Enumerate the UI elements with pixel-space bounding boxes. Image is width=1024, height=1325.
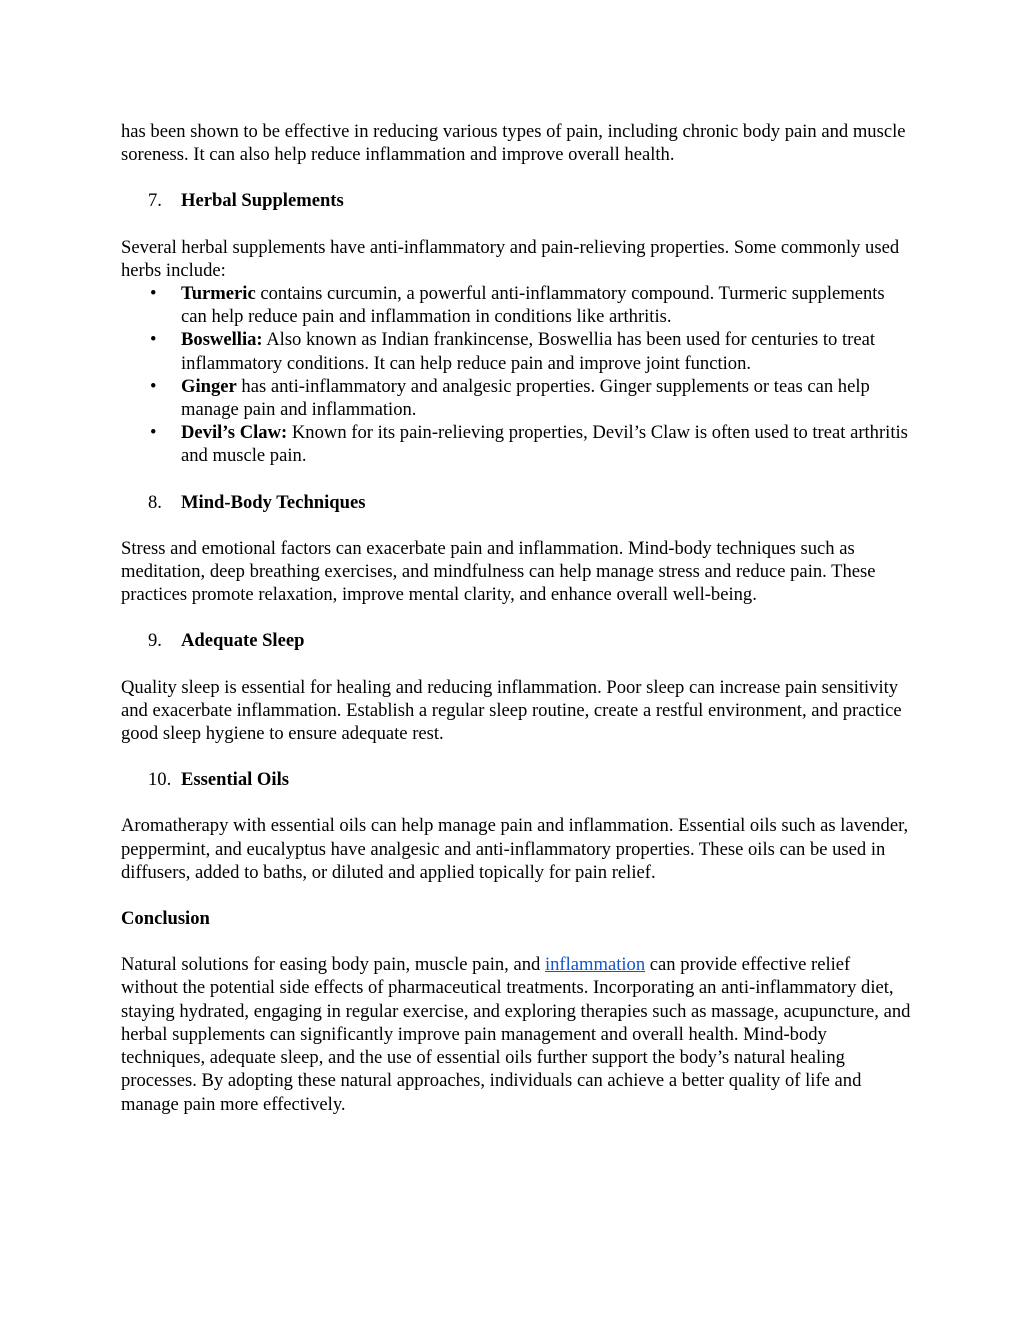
heading-number: 8. xyxy=(148,491,162,513)
bullet-icon: • xyxy=(150,283,157,305)
herb-term: Turmeric xyxy=(181,283,256,305)
herb-term: Devil’s Claw: xyxy=(181,422,288,444)
heading-adequate-sleep xyxy=(121,629,911,652)
conclusion-text-end: can provide effective relief without the potential side effects of pharmaceutical treatments. Incorporating an anti-inflammatory diet, staying hydrated, engaging in regular exercise, and exploring therapies such as massage, acupuncture, and herbal supplements can significantly improve pain management and overall health. Mind-body techniques, adequate sleep, and the use of essential oils further support the body’s natural healing processes. By adopting these natural approaches, individuals can achieve a better quality of life and manage pain more effectively. xyxy=(121,954,911,1115)
bullet-icon: • xyxy=(150,329,157,351)
heading-herbal-supplements xyxy=(121,189,911,212)
heading-title: Adequate Sleep xyxy=(181,630,305,652)
conclusion-heading: Conclusion xyxy=(121,908,210,930)
heading-number: 9. xyxy=(148,630,162,652)
mind-body-paragraph: Stress and emotional factors can exacerbate pain and inflammation. Mind-body techniques such as meditation, deep breathing exercises, and mindfulness can help manage stress and reduce pain. These practices promote relaxation, improve mental clarity, and enhance overall well-being. xyxy=(121,537,876,606)
essential-oils-paragraph: Aromatherapy with essential oils can help manage pain and inflammation. Essential oils such as lavender, peppermint, and eucalyptus have analgesic and anti-inflammatory properties. These oils can be used in diffusers, added to baths, or diluted and applied topically for pain relief. xyxy=(121,815,909,883)
herb-description: Known for its pain-relieving properties, Devil’s Claw is often used to treat arthritis and muscle pain. xyxy=(181,422,908,467)
document-page xyxy=(121,120,911,1116)
herb-term: Boswellia: xyxy=(181,329,263,351)
herb-term: Ginger xyxy=(181,375,237,397)
inflammation-link[interactable]: inflammation xyxy=(544,954,646,976)
list-item xyxy=(121,375,911,421)
bullet-icon: • xyxy=(150,375,157,397)
heading-number: 7. xyxy=(148,190,162,212)
heading-title: Mind-Body Techniques xyxy=(181,491,366,513)
list-item xyxy=(121,328,911,374)
herbs-list xyxy=(121,282,911,468)
herbal-supplements-paragraph: Several herbal supplements have anti-inflammatory and pain-relieving properties. Some commonly used herbs include: xyxy=(121,236,900,281)
conclusion-paragraph xyxy=(121,953,911,1115)
conclusion-text-start: Natural solutions for easing body pain, muscle pain, and xyxy=(121,954,545,976)
heading-title: Herbal Supplements xyxy=(181,190,344,212)
bullet-icon: • xyxy=(150,422,157,444)
herb-description: has anti-inflammatory and analgesic properties. Ginger supplements or teas can help manage pain and inflammation. xyxy=(181,375,870,421)
herb-description: Also known as Indian frankincense, Boswellia has been used for centuries to treat inflammatory conditions. It can help reduce pain and improve joint function. xyxy=(181,329,875,374)
list-item xyxy=(121,421,911,467)
intro-paragraph: has been shown to be effective in reducing various types of pain, including chronic body pain and muscle soreness. It can also help reduce inflammation and improve overall health. xyxy=(121,121,906,166)
heading-essential-oils xyxy=(121,768,911,791)
heading-title: Essential Oils xyxy=(181,769,289,791)
heading-mind-body-techniques xyxy=(121,491,911,514)
heading-number: 10. xyxy=(148,769,172,791)
list-item xyxy=(121,282,911,328)
adequate-sleep-paragraph: Quality sleep is essential for healing and reducing inflammation. Poor sleep can increase pain sensitivity and exacerbate inflammation. Establish a regular sleep routine, create a restful environment, and practice good sleep hygiene to ensure adequate rest. xyxy=(121,676,902,745)
herb-description: contains curcumin, a powerful anti-inflammatory compound. Turmeric supplements can help reduce pain and inflammation in conditions like arthritis. xyxy=(181,283,885,328)
